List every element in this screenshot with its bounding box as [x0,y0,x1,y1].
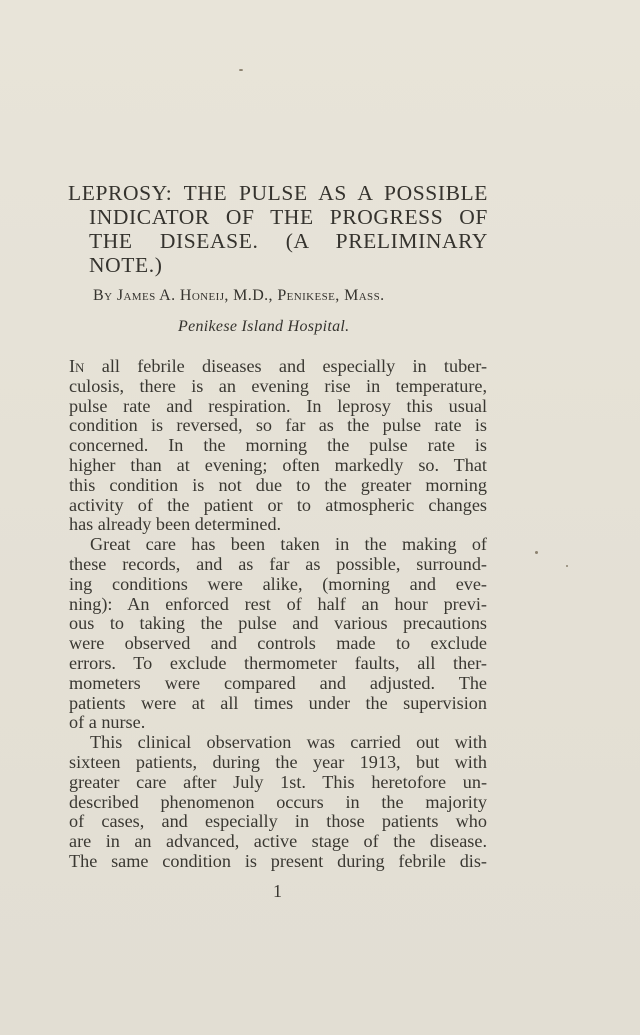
body-line: has already been determined. [69,514,282,535]
body-line: In all febrile diseases and especially in tuber- [69,356,487,376]
body-line: described phenomenon occurs in the majority [69,791,487,812]
article-body [69,357,487,872]
body-line: ing conditions were alike, (morning and eve- [69,573,487,594]
body-line: ning): An enforced rest of half an hour previ- [69,593,487,614]
drop-lead-word: In [69,356,85,376]
body-line: This clinical observation was carried out with [90,732,487,753]
body-line: The same condition is present during febrile dis- [69,850,487,871]
body-line: ous to taking the pulse and various precautions [69,613,487,634]
body-line: sixteen patients, during the year 1913, but with [69,751,487,772]
author-byline: By James A. Honeij, M.D., Penikese, Mass. [93,287,385,304]
body-line: mometers were compared and adjusted. The [69,672,487,693]
paper-speck [566,565,568,567]
body-line: are in an advanced, active stage of the disease. [69,831,487,852]
body-line: patients were at all times under the supervision [69,692,487,713]
page-number: 1 [273,881,282,901]
body-line: culosis, there is an evening rise in temperature, [69,375,487,396]
title-line: INDICATOR OF THE PROGRESS OF [89,205,488,229]
body-line: condition is reversed, so far as the pulse rate is [69,415,487,436]
title-line: NOTE.) [89,253,163,277]
body-line: these records, and as far as possible, surround- [69,553,487,574]
body-line: pulse rate and respiration. In leprosy this usual [69,395,487,416]
article-title [68,181,488,277]
body-line: Great care has been taken in the making of [90,534,487,555]
body-line: of a nurse. [69,712,146,733]
paper-speck [239,69,243,71]
body-line: errors. To exclude thermometer faults, all ther- [69,652,487,673]
title-line: THE DISEASE. (A PRELIMINARY [89,229,488,253]
body-line: were observed and controls made to exclude [69,633,487,654]
body-line: concerned. In the morning the pulse rate is [69,435,487,456]
body-line: this condition is not due to the greater morning [69,474,487,495]
body-line: higher than at evening; often markedly so. That [69,454,487,475]
title-line: LEPROSY: THE PULSE AS A POSSIBLE [68,181,488,205]
body-line: of cases, and especially in those patients who [69,811,487,832]
author-affiliation: Penikese Island Hospital. [178,318,350,335]
body-line: activity of the patient or to atmospheric changes [69,494,487,515]
paper-speck [535,551,538,554]
body-line: greater care after July 1st. This heretofore un- [69,771,487,792]
